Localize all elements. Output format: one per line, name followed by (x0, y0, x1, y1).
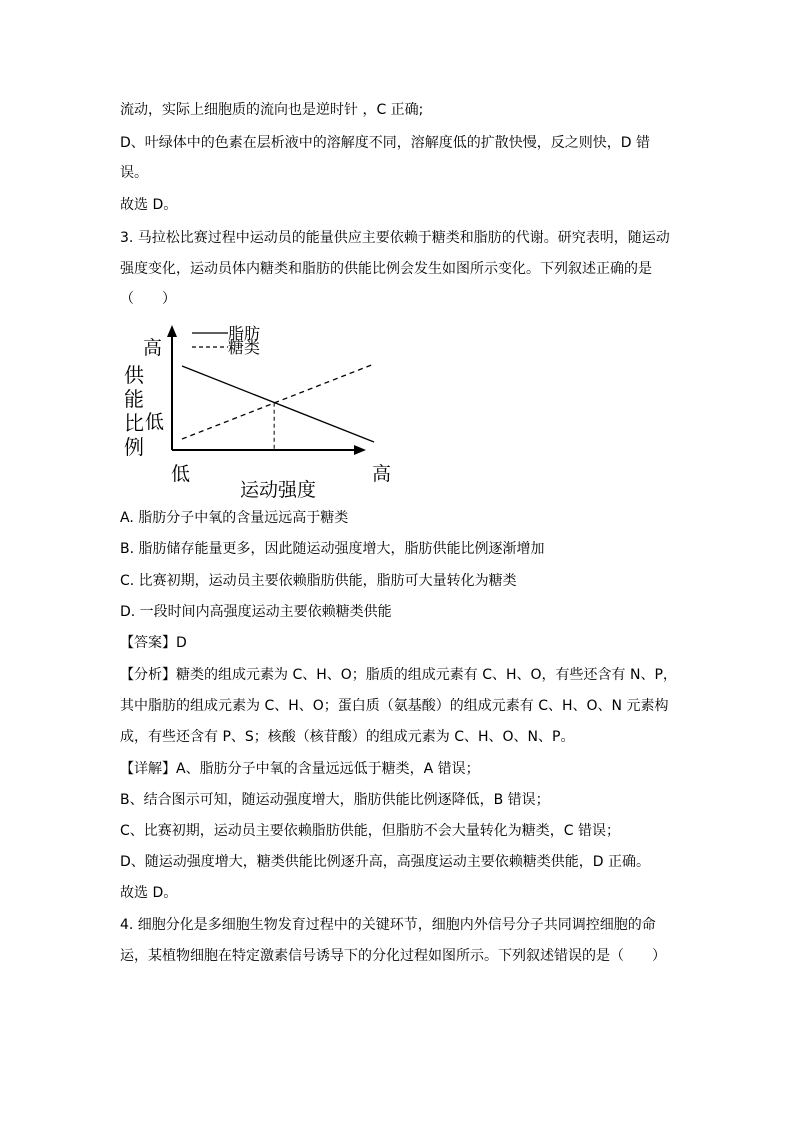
legend-fat-label: 脂肪 (228, 324, 261, 343)
energy-supply-chart (116, 320, 416, 505)
detail-line: 故选 D。 (120, 885, 178, 901)
detail-line: C、比赛初期，运动员主要依赖脂肪供能，但脂肪不会大量转化为糖类，C 错误； (120, 823, 620, 839)
question-4-stem: 4. 细胞分化是多细胞生物发育过程中的关键环节，细胞内外信号分子共同调控细胞的命 (120, 917, 656, 933)
x-axis-arrow (354, 445, 366, 455)
x-low-label: 低 (171, 463, 191, 485)
y-axis-label-char: 比 (124, 411, 144, 435)
analysis-line: 【分析】糖类的组成元素为 C、H、O；脂质的组成元素有 C、H、O，有些还含有 N、P， (120, 667, 677, 683)
sugar-series-line (182, 364, 374, 439)
text-line: 流动，实际上细胞质的流向也是逆时针 ，C 正确; (120, 102, 424, 118)
fat-series-line (182, 366, 374, 442)
y-axis-label-char: 例 (124, 435, 144, 459)
text-line: 误。 (120, 165, 148, 181)
option-d: D. 一段时间内高强度运动主要依赖糖类供能 (120, 604, 392, 620)
question-3-stem: 3. 马拉松比赛过程中运动员的能量供应主要依赖于糖类和脂肪的代谢。研究表明，随运动 (120, 230, 670, 246)
option-b: B. 脂肪储存能量更多，因此随运动强度增大，脂肪供能比例逐渐增加 (120, 541, 545, 557)
detail-line: D、随运动强度增大，糖类供能比例逐升高，高强度运动主要依赖糖类供能，D 正确。 (120, 854, 651, 870)
analysis-line: 成，有些还含有 P、S；核酸（核苷酸）的组成元素为 C、H、O、N、P。 (120, 729, 575, 745)
x-high-label: 高 (372, 463, 392, 485)
detail-line: B、结合图示可知，随运动强度增大，脂肪供能比例逐降低，B 错误； (120, 792, 550, 808)
option-a: A. 脂肪分子中氧的含量远远高于糖类 (120, 510, 349, 526)
y-axis-arrow (167, 325, 177, 337)
analysis-line: 其中脂肪的组成元素为 C、H、O；蛋白质（氨基酸）的组成元素有 C、H、O、N 元素构 (120, 698, 669, 714)
legend-sugar-label: 糖类 (228, 338, 261, 357)
y-axis-label-char: 供 (124, 363, 144, 387)
option-c: C. 比赛初期，运动员主要依赖脂肪供能，脂肪可大量转化为糖类 (120, 573, 517, 589)
text-line: D、叶绿体中的色素在层析液中的溶解度不同，溶解度低的扩散快慢，反之则快，D 错 (120, 135, 651, 151)
y-low-label: 低 (145, 411, 165, 433)
question-3-blank: （ ） (120, 291, 176, 307)
question-4-stem: 运，某植物细胞在特定激素信号诱导下的分化过程如图所示。下列叙述错误的是（ ） (120, 948, 666, 964)
detail-line: 【详解】A、脂肪分子中氧的含量远远低于糖类，A 错误； (120, 761, 480, 777)
x-axis-label: 运动强度 (240, 479, 317, 501)
answer: 【答案】D (120, 635, 187, 651)
y-high-label: 高 (143, 337, 163, 359)
text-line: 故选 D。 (120, 197, 178, 213)
y-axis-label-char: 能 (124, 387, 144, 411)
question-3-stem: 强度变化，运动员体内糖类和脂肪的供能比例会发生如图所示变化。下列叙述正确的是 (120, 261, 652, 277)
